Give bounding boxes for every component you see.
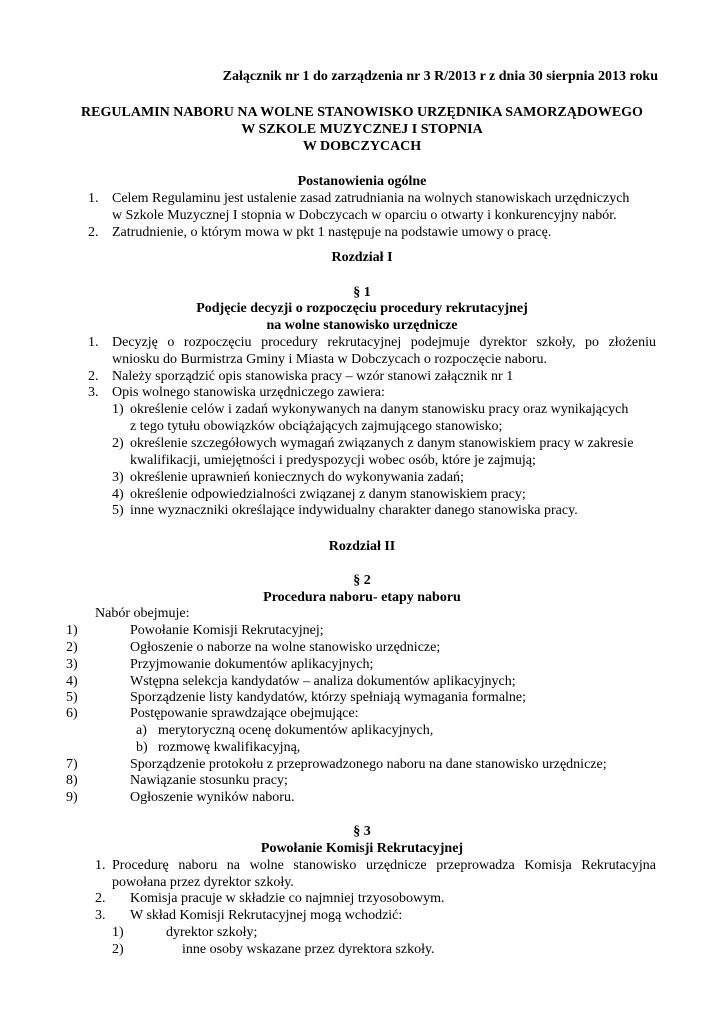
- s3-sub-2-text: inne osoby wskazane przez dyrektora szkoły.: [182, 942, 435, 957]
- ch1-sub-4-number: 4): [112, 487, 124, 502]
- step-5-text: Sporządzenie listy kandydatów, którzy spełniają wymagania formalne;: [130, 690, 527, 705]
- step-5-number: 5): [66, 690, 78, 705]
- ch1-sub-3-line-1: określenie uprawnień koniecznych do wykonywania zadań;: [130, 470, 464, 485]
- ch1-item-1-line-2: wniosku do Burmistrza Gminy i Miasta w Dobczycach o rozpoczęcie naboru.: [112, 352, 548, 367]
- section-1-sign: § 1: [353, 285, 371, 300]
- ch1-item-2-number: 2.: [88, 369, 99, 384]
- ch1-sub-5-number: 5): [112, 503, 124, 518]
- general-item-1-number: 1.: [88, 191, 99, 206]
- section-3-title: Powołanie Komisji Rekrutacyjnej: [260, 841, 464, 856]
- step-6-sub-a-number: a): [136, 723, 147, 738]
- step-6-sub-b-text: rozmowę kwalifikacyjną,: [158, 740, 301, 755]
- step-6-sub-a-text: merytoryczną ocenę dokumentów aplikacyjnych,: [158, 723, 434, 738]
- ch1-sub-2-line-2: kwalifikacji, umiejętności i predyspozycji wobec osób, które je zajmują;: [130, 453, 536, 468]
- step-1-number: 1): [66, 623, 78, 638]
- ch1-sub-2-number: 2): [112, 436, 124, 451]
- ch1-item-1-line-1: Decyzję o rozpoczęciu procedury rekrutacyjnej podejmuje dyrektor szkoły, po złożeniu: [112, 335, 656, 350]
- step-3-text: Przyjmowanie dokumentów aplikacyjnych;: [130, 657, 374, 672]
- s3-item-1-number: 1.: [95, 858, 106, 873]
- step-1-text: Powołanie Komisji Rekrutacyjnej;: [130, 623, 324, 638]
- chapter-1-heading: Rozdział I: [331, 250, 393, 265]
- step-6-sub-b-number: b): [136, 740, 148, 755]
- document-title-line-3: W DOBCZYCACH: [302, 139, 422, 154]
- section-2-sign: § 2: [353, 573, 371, 588]
- recruitment-intro: Nabór obejmuje:: [95, 606, 190, 621]
- ch1-sub-1-line-2: z tego tytułu obowiązków obciążających zajmującego stanowisko;: [130, 419, 503, 434]
- general-provisions-heading: Postanowienia ogólne: [297, 174, 427, 189]
- ch1-sub-1-number: 1): [112, 402, 124, 417]
- general-item-1-line-1: Celem Regulaminu jest ustalenie zasad zatrudniania na wolnych stanowiskach urzędniczych: [112, 191, 630, 206]
- step-6-number: 6): [66, 706, 78, 721]
- general-item-2-line-1: Zatrudnienie, o którym mowa w pkt 1 następuje na podstawie umowy o pracę.: [112, 225, 552, 240]
- ch1-sub-1-line-1: określenie celów i zadań wykonywanych na danym stanowisku pracy oraz wynikających: [130, 402, 629, 417]
- step-2-number: 2): [66, 640, 78, 655]
- s3-item-1-line-1: Procedurę naboru na wolne stanowisko urzędnicze przeprowadza Komisja Rekrutacyjna: [112, 858, 656, 873]
- s3-item-3-line-1: W skład Komisji Rekrutacyjnej mogą wchodzić:: [130, 908, 403, 923]
- step-6-text: Postępowanie sprawdzające obejmujące:: [130, 706, 359, 721]
- ch1-item-3-number: 3.: [88, 385, 99, 400]
- ch1-sub-4-line-1: określenie odpowiedzialności związanej z danym stanowiskiem pracy;: [130, 487, 526, 502]
- step-7-number: 7): [66, 757, 78, 772]
- step-8-text: Nawiązanie stosunku pracy;: [130, 773, 288, 788]
- step-7-text: Sporządzenie protokołu z przeprowadzonego naboru na dane stanowisko urzędnicze;: [130, 757, 607, 772]
- ch1-sub-2-line-1: określenie szczegółowych wymagań związanych z danym stanowiskiem pracy w zakresie: [130, 436, 634, 451]
- ch1-sub-3-number: 3): [112, 470, 124, 485]
- s3-sub-1-number: 1): [112, 925, 124, 940]
- s3-sub-2-number: 2): [112, 942, 124, 957]
- ch1-item-3-line-1: Opis wolnego stanowiska urzędniczego zawiera:: [112, 385, 385, 400]
- step-4-text: Wstępna selekcja kandydatów – analiza dokumentów aplikacyjnych;: [130, 674, 516, 689]
- section-1-title-line-2: na wolne stanowisko urzędnicze: [266, 318, 458, 333]
- section-2-title: Procedura naboru- etapy naboru: [263, 590, 461, 605]
- ch1-sub-5-line-1: inne wyznaczniki określające indywidualny charakter danego stanowiska pracy.: [130, 503, 578, 518]
- document-title-line-2: W SZKOLE MUZYCZNEJ I STOPNIA: [241, 122, 483, 137]
- s3-item-3-number: 3.: [95, 908, 106, 923]
- s3-sub-1-text: dyrektor szkoły;: [166, 925, 258, 940]
- step-9-number: 9): [66, 790, 78, 805]
- section-3-sign: § 3: [353, 824, 371, 839]
- s3-item-1-line-2: powołana przez dyrektor szkoły.: [112, 875, 294, 890]
- general-item-2-number: 2.: [88, 225, 99, 240]
- section-1-title-line-1: Podjęcie decyzji o rozpoczęciu procedury rekrutacyjnej: [196, 301, 528, 316]
- step-8-number: 8): [66, 773, 78, 788]
- step-3-number: 3): [66, 657, 78, 672]
- s3-item-2-number: 2.: [95, 891, 106, 906]
- step-9-text: Ogłoszenie wyników naboru.: [130, 790, 295, 805]
- step-2-text: Ogłoszenie o naborze na wolne stanowisko urzędnicze;: [130, 640, 441, 655]
- chapter-2-heading: Rozdział II: [328, 539, 396, 554]
- general-item-1-line-2: w Szkole Muzycznej I stopnia w Dobczycach w oparciu o otwarty i konkurencyjny nabór.: [112, 208, 617, 223]
- attachment-note: Załącznik nr 1 do zarządzenia nr 3 R/2013 r z dnia 30 sierpnia 2013 roku: [222, 69, 658, 84]
- ch1-item-2-line-1: Należy sporządzić opis stanowiska pracy – wzór stanowi załącznik nr 1: [112, 369, 514, 384]
- s3-item-2-line-1: Komisja pracuje w składzie co najmniej trzyosobowym.: [130, 891, 445, 906]
- ch1-item-1-number: 1.: [88, 335, 99, 350]
- document-title-line-1: REGULAMIN NABORU NA WOLNE STANOWISKO URZĘDNIKA SAMORZĄDOWEGO: [81, 105, 643, 120]
- step-4-number: 4): [66, 674, 78, 689]
